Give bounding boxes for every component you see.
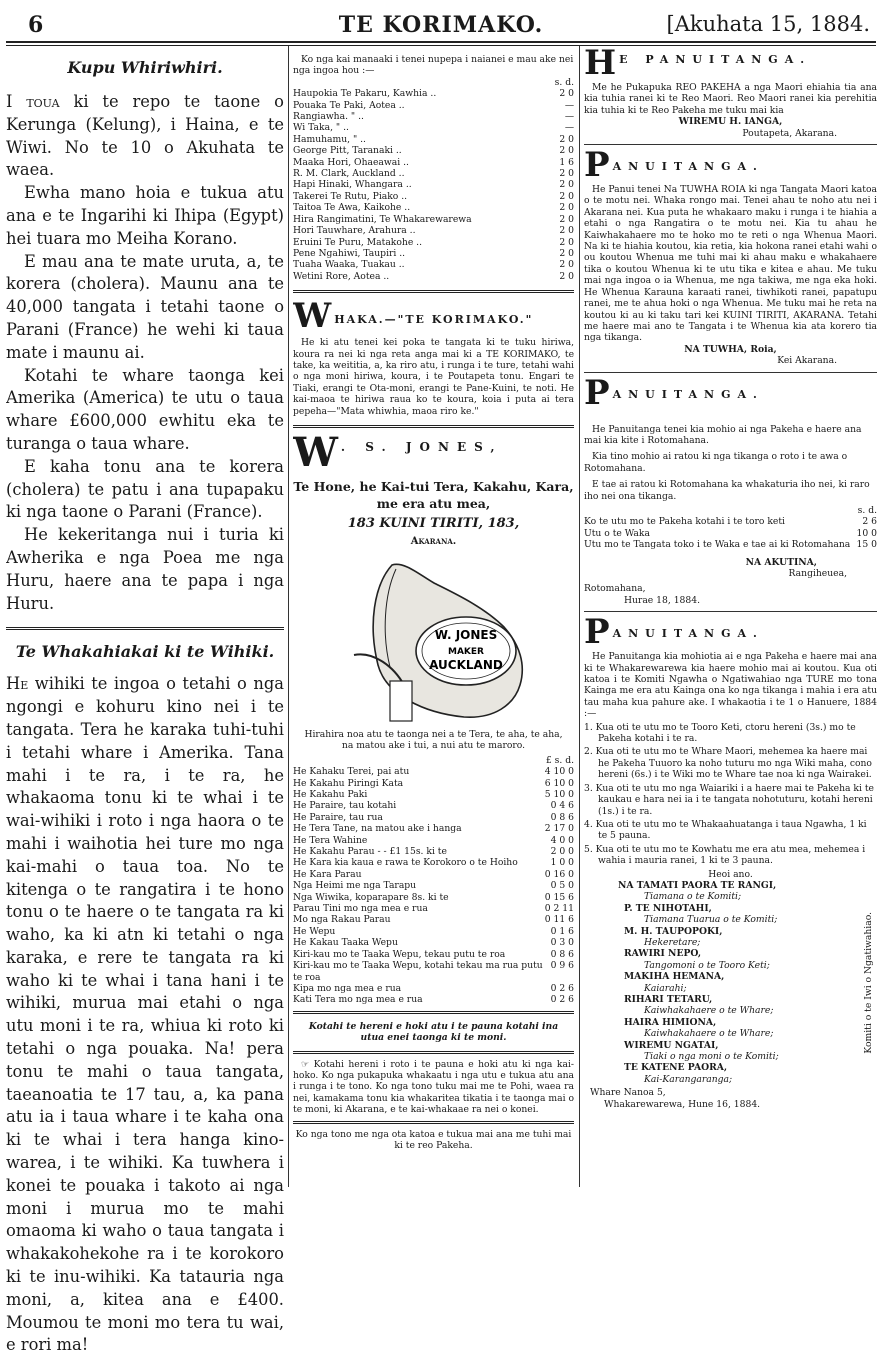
price-row-label: Parau Tini mo nga mea e rua — [293, 903, 428, 915]
subscriber-row-value: — — [564, 99, 574, 111]
signer-name: P. TE NIHOTAHI, — [624, 902, 712, 914]
notice-place: Poutapeta, Akarana. — [742, 127, 837, 139]
price-row-value: 0 1 6 — [550, 925, 574, 937]
stamp-name: W. JONES — [434, 627, 497, 642]
subscriber-row-value: 2 0 — [559, 225, 574, 237]
price-row-label: He Kakau Taaka Wepu — [293, 937, 398, 949]
price-row — [293, 960, 574, 983]
subscriber-row — [293, 191, 574, 202]
saddle-illustration — [334, 555, 534, 725]
price-row-value: 4 10 0 — [544, 766, 574, 778]
subscriber-row — [293, 134, 574, 145]
fare-row-value: 10 0 — [856, 527, 877, 539]
price-row-label: He Kakahu Parau - - £1 15s. ki te — [293, 846, 447, 858]
discount-note: Kotahi te hereni e hoki atu i te pauna kotahi ina utua enei taonga ki te moni. — [308, 1020, 559, 1044]
price-row — [293, 846, 574, 857]
newspaper-title: TE KORIMAKO. — [338, 12, 544, 38]
price-row — [293, 949, 574, 960]
jones-trade: Te Hone, he Kai-tui Tera, Kakahu, Kara, me era atu mea, — [293, 478, 574, 511]
rule-item: 5. Kua oti te utu mo te Kowhatu me era atu mea, mehemea i wahia i mauria ranei, 1 ki te 3 pauna. — [584, 843, 866, 867]
news-item: E kaha tonu ana te korera (cholera) te patu i ana tupapaku ki nga taone o Parani (France). — [6, 456, 284, 522]
subscriber-row-label: Hori Tauwhare, Arahura .. — [293, 225, 416, 237]
notice-heading: ANUITANGA. — [612, 627, 764, 641]
price-row-label: Nga Heimi me nga Tarapu — [293, 880, 417, 892]
signer-role: Hekeretare; — [644, 936, 701, 948]
price-row-label: Kati Tera mo nga mea e rua — [293, 994, 423, 1006]
price-row-value: 0 9 6 — [550, 960, 574, 972]
subscriber-row — [293, 111, 574, 122]
fare-row-value: 2 6 — [862, 516, 877, 528]
section-rule — [293, 290, 574, 293]
masthead-rule — [6, 41, 876, 46]
notice-body: Me he Pukapuka REO PAKEHA a nga Maori ehiahia tia ana kia tuhia ranei ki te Reo Maori. Reo Maori ranei kia perehitia kia tuhia ki te Reo Pakeha me tuku mai kia — [584, 82, 877, 116]
subscriber-row-label: Hamuhamu, " .. — [293, 133, 366, 145]
notice-line: Kia tino mohio ai ratou ki nga tikanga o roto i te awa o Rotomahana. — [584, 451, 848, 474]
price-row-value: 0 2 6 — [550, 994, 574, 1006]
price-row-value: 0 16 0 — [544, 868, 574, 880]
notice-place: Kei Akarana. — [777, 355, 837, 367]
subscriber-row-value: 2 0 — [559, 179, 574, 191]
price-row-value: 2 17 0 — [544, 823, 574, 835]
jones-footer: Ko nga tono me nga ota katoa e tukua mai ana me tuhi mai ki te reo Pakeha. — [295, 1128, 572, 1151]
column-1 — [6, 48, 284, 1357]
unit-header: £ s. d. — [545, 754, 574, 766]
price-row-label: He Tera Wahine — [293, 834, 368, 846]
signer-role: Kai-Karangaranga; — [644, 1073, 733, 1085]
subscriber-row — [293, 88, 574, 99]
subscriber-row — [293, 259, 574, 270]
notice-heading: ANUITANGA. — [612, 160, 764, 174]
price-row-label: Mo nga Rakau Parau — [293, 914, 391, 926]
subscriber-row-value: 2 0 — [559, 88, 574, 100]
price-row-label: He Wepu — [293, 925, 336, 937]
subscriber-row — [293, 145, 574, 156]
subscriber-row-label: Hira Rangimatini, Te Whakarewarewa — [293, 213, 472, 225]
section-rule — [293, 1051, 574, 1054]
notice-signature: NA TUWHA, Roia, — [684, 343, 777, 355]
rule-item: 3. Kua oti te utu mo nga Waiariki i a haere mai te Pakeha ki te kaukau e hara nei ia i te tangata nohotuturu, kotahi hereni (1s.) i te ra. — [584, 782, 874, 817]
subscriber-row-label: Tuaha Waaka, Tuakau .. — [293, 259, 405, 271]
price-row-label: He Kahaku Terei, pai atu — [293, 766, 410, 778]
price-row-label: He Kakahu Piringi Kata — [293, 777, 404, 789]
subscriber-row-value: 1 6 — [559, 156, 574, 168]
notice-body: He Panuitanga kia mohiotia ai e nga Pakeha e haere mai ana ki te Whakarewarewa kia haere mohio mai ai koutou. Kua oti katoa i te Komiti Ngawha o Ngatiwahiao nga TURE mo tona Kainga me era atu Kainga ona ko nga tikanga i mahia i era atu tau maha kua pahure ake. I whakaotia i te 1 o Hanuere, 1884 :— — [584, 651, 877, 720]
news-item: Kotahi te whare taonga kei Amerika (America) te utu o taua whare £600,000 ewhitu eka te turanga o taua whare. — [6, 365, 284, 453]
subscriber-row — [293, 100, 574, 111]
fare-row — [584, 528, 877, 539]
subscriber-row — [293, 202, 574, 213]
signer-role: Tiamana Tuarua o te Komiti; — [644, 914, 778, 926]
price-row — [293, 766, 574, 777]
section-rule — [6, 627, 284, 630]
notice-heading: E PANUITANGA. — [619, 53, 812, 66]
subscriber-row-value: 2 0 — [559, 213, 574, 225]
subscriber-row-value: 2 0 — [559, 270, 574, 282]
price-row — [293, 994, 574, 1005]
stamp-city: AUCKLAND — [428, 657, 503, 672]
signer-role: Tangomoni o te Tooro Keti; — [644, 959, 770, 971]
price-row-label: He Kara kia kaua e rawa te Korokoro o te Hoiho — [293, 857, 518, 869]
subscriber-row-label: Pouaka Te Paki, Aotea .. — [293, 99, 405, 111]
signer-name: WIREMU NGATAI, — [624, 1039, 719, 1051]
signer-role: Kaiwhakahaere o te Whare; — [644, 1028, 774, 1040]
subscriber-row-label: Wi Taka, " .. — [293, 122, 349, 134]
price-row — [293, 789, 574, 800]
subscriber-row — [293, 179, 574, 190]
price-row-value: 0 15 6 — [544, 891, 574, 903]
price-row-value: 0 2 6 — [550, 982, 574, 994]
news-item: E mau ana te mate uruta, a, te korera (cholera). Maunu ana te 40,000 tangata i tetahi taone o Parani (France) he wehi ki taua mate i maunu ai. — [6, 251, 284, 362]
fare-row-label: Utu mo te Tangata toko i te Waka e tae ai ki Rotomahana — [584, 539, 851, 551]
notice-heading: ANUITANGA. — [612, 387, 764, 401]
rules-list — [584, 722, 877, 867]
price-row-value: 0 8 6 — [550, 948, 574, 960]
price-row-label: He Tera Tane, na matou ake i hanga — [293, 823, 462, 835]
wihiki-heading: Te Whakahiakai ki te Wihiki. — [15, 642, 275, 662]
price-row — [293, 880, 574, 891]
rule-item: 4. Kua oti te utu mo te Whakaahuatanga i taua Ngawha, 1 ki te 5 pauna. — [584, 818, 867, 842]
signer-name: M. H. TAUPOPOKI, — [624, 925, 723, 937]
price-row-value: 6 10 0 — [544, 777, 574, 789]
drop-cap: P — [584, 612, 610, 653]
rule-item: 2. Kua oti te utu mo te Whare Maori, mehemea ka haere mai he Pakeha Tuuoro ka noho tuturu mo nga Wiki maha, cono hereni (6s.) i te Wiki mo te Whare tae noa ki nga Wairakei. — [584, 746, 872, 781]
subscriber-row — [293, 225, 574, 236]
committee-side-label: Komiti o te Iwi o Ngatiwahiao. — [863, 911, 875, 1054]
subscriber-row-value: 2 0 — [559, 145, 574, 157]
jones-ad — [293, 428, 574, 1151]
price-row-value: 1 0 0 — [550, 857, 574, 869]
price-row-value: 0 11 6 — [544, 914, 574, 926]
jones-intro: Hirahira noa atu te taonga nei a te Tera, te aha, te aha, na matou ake i tui, a nui atu te maroro. — [304, 728, 563, 752]
notice-place: Rotomahana, — [584, 583, 646, 595]
drop-cap: P — [584, 145, 610, 186]
subscriber-row — [293, 122, 574, 133]
fare-row-value: 15 0 — [856, 539, 877, 551]
signer-name: HAIRA HIMIONA, — [624, 1016, 717, 1028]
notice-place: Whare Nanoa 5, — [590, 1087, 666, 1099]
price-row-label: He Paraire, tau kotahi — [293, 800, 397, 812]
price-row — [293, 914, 574, 925]
column-divider — [288, 46, 289, 1187]
subscriber-row-value: 2 0 — [559, 236, 574, 248]
whaka-heading: HAKA.—"TE KORIMAKO." — [334, 313, 534, 327]
drop-cap: H — [584, 48, 617, 83]
price-row — [293, 857, 574, 868]
subscriber-row-label: Hapi Hinaki, Whangara .. — [293, 179, 412, 191]
subscriber-row — [293, 168, 574, 179]
signer-name: TE KATENE PAORA, — [624, 1062, 728, 1074]
kupu-heading: Kupu Whiriwhiri. — [67, 58, 223, 77]
notice-date: Whakarewarewa, Hune 16, 1884. — [604, 1098, 761, 1110]
column-3 — [584, 48, 877, 1110]
subscriber-row-label: Rangiawha. " .. — [293, 111, 364, 123]
notice-whakarewarewa — [584, 612, 877, 1110]
stirrup-leather — [390, 681, 412, 721]
notice-signature-2: Rangiheuea, — [788, 568, 847, 579]
subscriber-row-label: Taitoa Te Awa, Kaikohe .. — [293, 202, 411, 214]
drop-cap: W — [293, 428, 338, 476]
subscribers-intro: Ko nga kai manaaki i tenei nupepa i naianei e mau ake nei nga ingoa hou :— — [293, 54, 574, 77]
price-row-value: 5 10 0 — [544, 789, 574, 800]
signer-role: Tiaki o nga moni o te Komiti; — [644, 1051, 779, 1063]
price-row — [293, 835, 574, 846]
price-row-value: 4 0 0 — [550, 834, 574, 846]
notice-reo-pakeha — [584, 48, 877, 145]
unit-header: s. d. — [554, 76, 574, 88]
fare-row — [584, 539, 877, 550]
jones-heading: . S. JONES, — [340, 439, 503, 454]
subscriber-row-label: Haupokia Te Pakaru, Kawhia .. — [293, 88, 437, 100]
signer-list — [584, 880, 861, 1085]
subscriber-row-value: 2 0 — [559, 133, 574, 145]
notice-line: E tae ai ratou ki Rotomahana ka whakaturia iho nei, ki raro iho nei ona tikanga. — [584, 479, 870, 502]
notice-rotomahana — [584, 372, 877, 613]
section-rule — [293, 1121, 574, 1124]
subscriber-row-value: 2 0 — [559, 190, 574, 202]
subscriber-row-value: 2 0 — [559, 259, 574, 271]
signer-role: Kaiwhakahaere o te Whare; — [644, 1005, 774, 1017]
price-row-value: 0 2 11 — [544, 903, 574, 915]
price-row — [293, 983, 574, 994]
price-row-label: He Kara Parau — [293, 868, 362, 880]
subscriber-row-value: 2 0 — [559, 168, 574, 180]
subscriber-row-label: George Pitt, Taranaki .. — [293, 145, 402, 157]
news-item: I toua ki te repo te taone o Kerunga (Kelung), i Haina, e te Wiwi. No te 10 o Akuhata te waea. — [6, 92, 284, 180]
subscriber-row-label: Takerei Te Rutu, Piako .. — [293, 190, 408, 202]
notice-signature: WIREMU H. IANGA, — [678, 116, 783, 128]
price-row-label: Kiri-kau mo te Taaka Wepu, kotahi tekau ma rua putu te roa — [293, 960, 543, 983]
masthead — [6, 12, 876, 42]
price-row — [293, 926, 574, 937]
price-row-label: Kipa mo nga mea e rua — [293, 982, 402, 994]
fare-row — [584, 516, 877, 527]
signer-name: MAKIHA HEMANA, — [624, 971, 725, 983]
rule-item: 1. Kua oti te utu mo te Tooro Keti, ctoru hereni (3s.) mo te Pakeha kotahi i te ra. — [584, 721, 856, 745]
jones-city: Akarana. — [410, 535, 457, 547]
whaka-body: He ki atu tenei kei poka te tangata ki te tuku hiriwa, koura ra nei ki nga reta anga mai ki a TE KORIMAKO, te take, ka weititia, a, ka riro atu, i runga i te ture, tetahi wahi o nga moni hiriwa, koura, i te Poutapeta tonu. Engari te Tiaki, erangi te Ota-moni, erangi te Pane-Kuini, te noti. He kai-maoa te hiriwa raua ko te koura, koia i puta ai tera pepeha—"Mata whiwhia, maoa riro ke." — [293, 337, 574, 417]
price-list — [293, 766, 574, 1006]
fare-row-label: Utu o te Waka — [584, 527, 650, 539]
issue-date: [Akuhata 15, 1884. — [666, 12, 870, 36]
wihiki-article: He wihiki te ingoa o tetahi o nga ngongi e kohuru kino nei i te tangata. Tera he karaka tuhi-tuhi i tetahi whare i Amerika. Tana mahi i te ra, i te ra, he whakaoma tonu ki te whai i te wai-wihiki i roto i nga haora o te mahi i waihotia hei ture mo nga kai-mahi o taua toa. No te kitenga o te rangatira i te hono tonu o te haere o te tangata ra ki waho, ka ki atn ki tetahi o nga karaka, e rere te tangata ra ki waho ki te whai i tana hani i te wihiki, murua mai etahi o nga utu moni i te ra, whiua ki roto ki tetahi o nga pouaka. Na! pera tonu te mahi o taua tangata, taeanoatia te 17 tau, a, ka pana atu ia i taua whare i te kaha ona ki te whai i tera hanga kino-warea, i te wihiki. Ka tuwhera i konei te pouaka i takoto ai nga moni i murua mo te mahi omaoma ki waho o taua tangata i whakakohekohe ra i te korokoro ki te inu-wihiki. Ka tatauria nga moni, a, kitea ana e £400. Moumou te moni mo tera tu wai, e rori ma! — [6, 674, 284, 1355]
price-row-value: 0 4 6 — [550, 800, 574, 812]
signer-name: RAWIRI NEPO, — [624, 948, 702, 960]
price-row-value: 0 5 0 — [550, 880, 574, 892]
notice-line: He Panuitanga tenei kia mohio ai nga Pakeha e haere ana mai kia kite i Rotomahana. — [584, 423, 862, 446]
section-rule — [293, 425, 574, 428]
signer-role: Tiamana o te Komiti; — [644, 891, 742, 903]
price-row — [293, 869, 574, 880]
price-row-value: 2 0 0 — [550, 846, 574, 858]
signer-name: RIHARI TETARU, — [624, 994, 713, 1005]
subscriber-row-value: — — [564, 111, 574, 123]
subscriber-row-label: R. M. Clark, Auckland .. — [293, 168, 405, 180]
notice-tuwha-roia — [584, 145, 877, 373]
subscriber-row-label: Eruini Te Puru, Matakohe .. — [293, 236, 423, 248]
price-row-label: Nga Wiwika, koparapare 8s. ki te — [293, 891, 449, 903]
stamp-maker: MAKER — [447, 646, 484, 657]
section-rule — [293, 1011, 574, 1014]
subscriber-row — [293, 271, 574, 282]
price-row — [293, 823, 574, 834]
closing: Heoi ano. — [708, 868, 753, 880]
subscriber-row-label: Pene Ngahiwi, Taupiri .. — [293, 247, 406, 259]
price-row — [293, 937, 574, 948]
column-divider — [579, 46, 580, 1187]
price-row-label: Kiri-kau mo te Taaka Wepu, tekau putu te roa — [293, 948, 506, 960]
signer-name: NA TAMATI PAORA TE RANGI, — [618, 879, 777, 891]
news-item: Ewha mano hoia e tukua atu ana e te Ingarihi ki Ihipa (Egypt) hei tuara mo Meiha Korano. — [6, 183, 284, 248]
price-row — [293, 800, 574, 811]
subscriber-row-label: Wetini Rore, Aotea .. — [293, 270, 390, 282]
price-row — [293, 903, 574, 914]
subscriber-row — [293, 214, 574, 225]
column-2 — [293, 48, 574, 1151]
whaka-notice — [293, 296, 574, 417]
page-number: 6 — [28, 12, 44, 38]
jones-note: ☞ Kotahi hereni i roto i te pauna e hoki atu ki nga kai-hoko. Ko nga pukapuka whakaatu i nga utu e tukua atu ana i runga i te tono. Ko nga tono tuku mai me te Pohi, waea ra nei, kamakama tonu kia whakaritea tikatia i te taonga mai o te moni, ki Akarana, e te kai-whakaae ra nei o konei. — [293, 1058, 574, 1116]
price-row-value: 0 8 6 — [550, 811, 574, 823]
fare-list — [584, 516, 877, 550]
subscriber-row — [293, 157, 574, 168]
subscriber-row-label: Maaka Hori, Ohaeawai .. — [293, 156, 409, 168]
signer-role: Kaiarahi; — [644, 982, 687, 994]
subscriber-row — [293, 248, 574, 259]
drop-cap: P — [584, 372, 610, 413]
price-row-value: 0 3 0 — [550, 937, 574, 949]
subscriber-row-value: — — [564, 122, 574, 134]
subscriber-row-value: 2 0 — [559, 247, 574, 259]
news-item: He kekeritanga nui i turia ki Awherika e nga Poea me nga Huru, haere ana te papa i nga Huru. — [6, 525, 284, 613]
notice-signature: NA AKUTINA, — [745, 556, 817, 568]
jones-address: 183 KUINI TIRITI, 183, — [347, 515, 520, 531]
subscriber-row — [293, 237, 574, 248]
subscriber-list — [293, 88, 574, 282]
price-row — [293, 812, 574, 823]
drop-cap: W — [293, 296, 332, 337]
notice-body: He Panui tenei Na TUWHA ROIA ki nga Tangata Maori katoa o te motu nei. Whaka rongo mai. Tenei ahau te noho atu nei i Akarana nei. Kua puta he whakaaro maku i runga i te hiahia a etahi o nga Rangatira o te motu nei. Kia tu ahau he Kaiwhakahaere mo te hoko mo te reti o nga Whenua Maori. Na ki te hiahia koutou, kia retia, kia hokona ranei etahi wahi o ou koutou Whenua me tuhi mai ki ahau maku e whakahaere tika o koutou Whenua ki te utu tika e kitea e ahau. Me tuku mai nga ingoa o ia Whenua, me nga takiwa, me nga eka hoki. He Whenua Karauna karaati ranei, tiwhikoti ranei, papatupu ranei, me te ahua hoki o nga Whenua. Me tuku mai he reta na koutou ki au ki taku tari kei KUINI TIRITI, AKARANA. Tetahi me haere mai ano te Tangata i te Whenua kia ata korero tia nga tikanga. — [584, 184, 877, 344]
subscriber-row-value: 2 0 — [559, 202, 574, 214]
price-row-label: He Paraire, tau rua — [293, 811, 383, 823]
price-row — [293, 778, 574, 789]
price-row-label: He Kakahu Paki — [293, 789, 368, 800]
unit-header: s. d. — [857, 504, 877, 516]
price-row — [293, 892, 574, 903]
fare-row-label: Ko te utu mo te Pakeha kotahi i te toro keti — [584, 516, 785, 528]
notice-date: Hurae 18, 1884. — [624, 594, 700, 606]
